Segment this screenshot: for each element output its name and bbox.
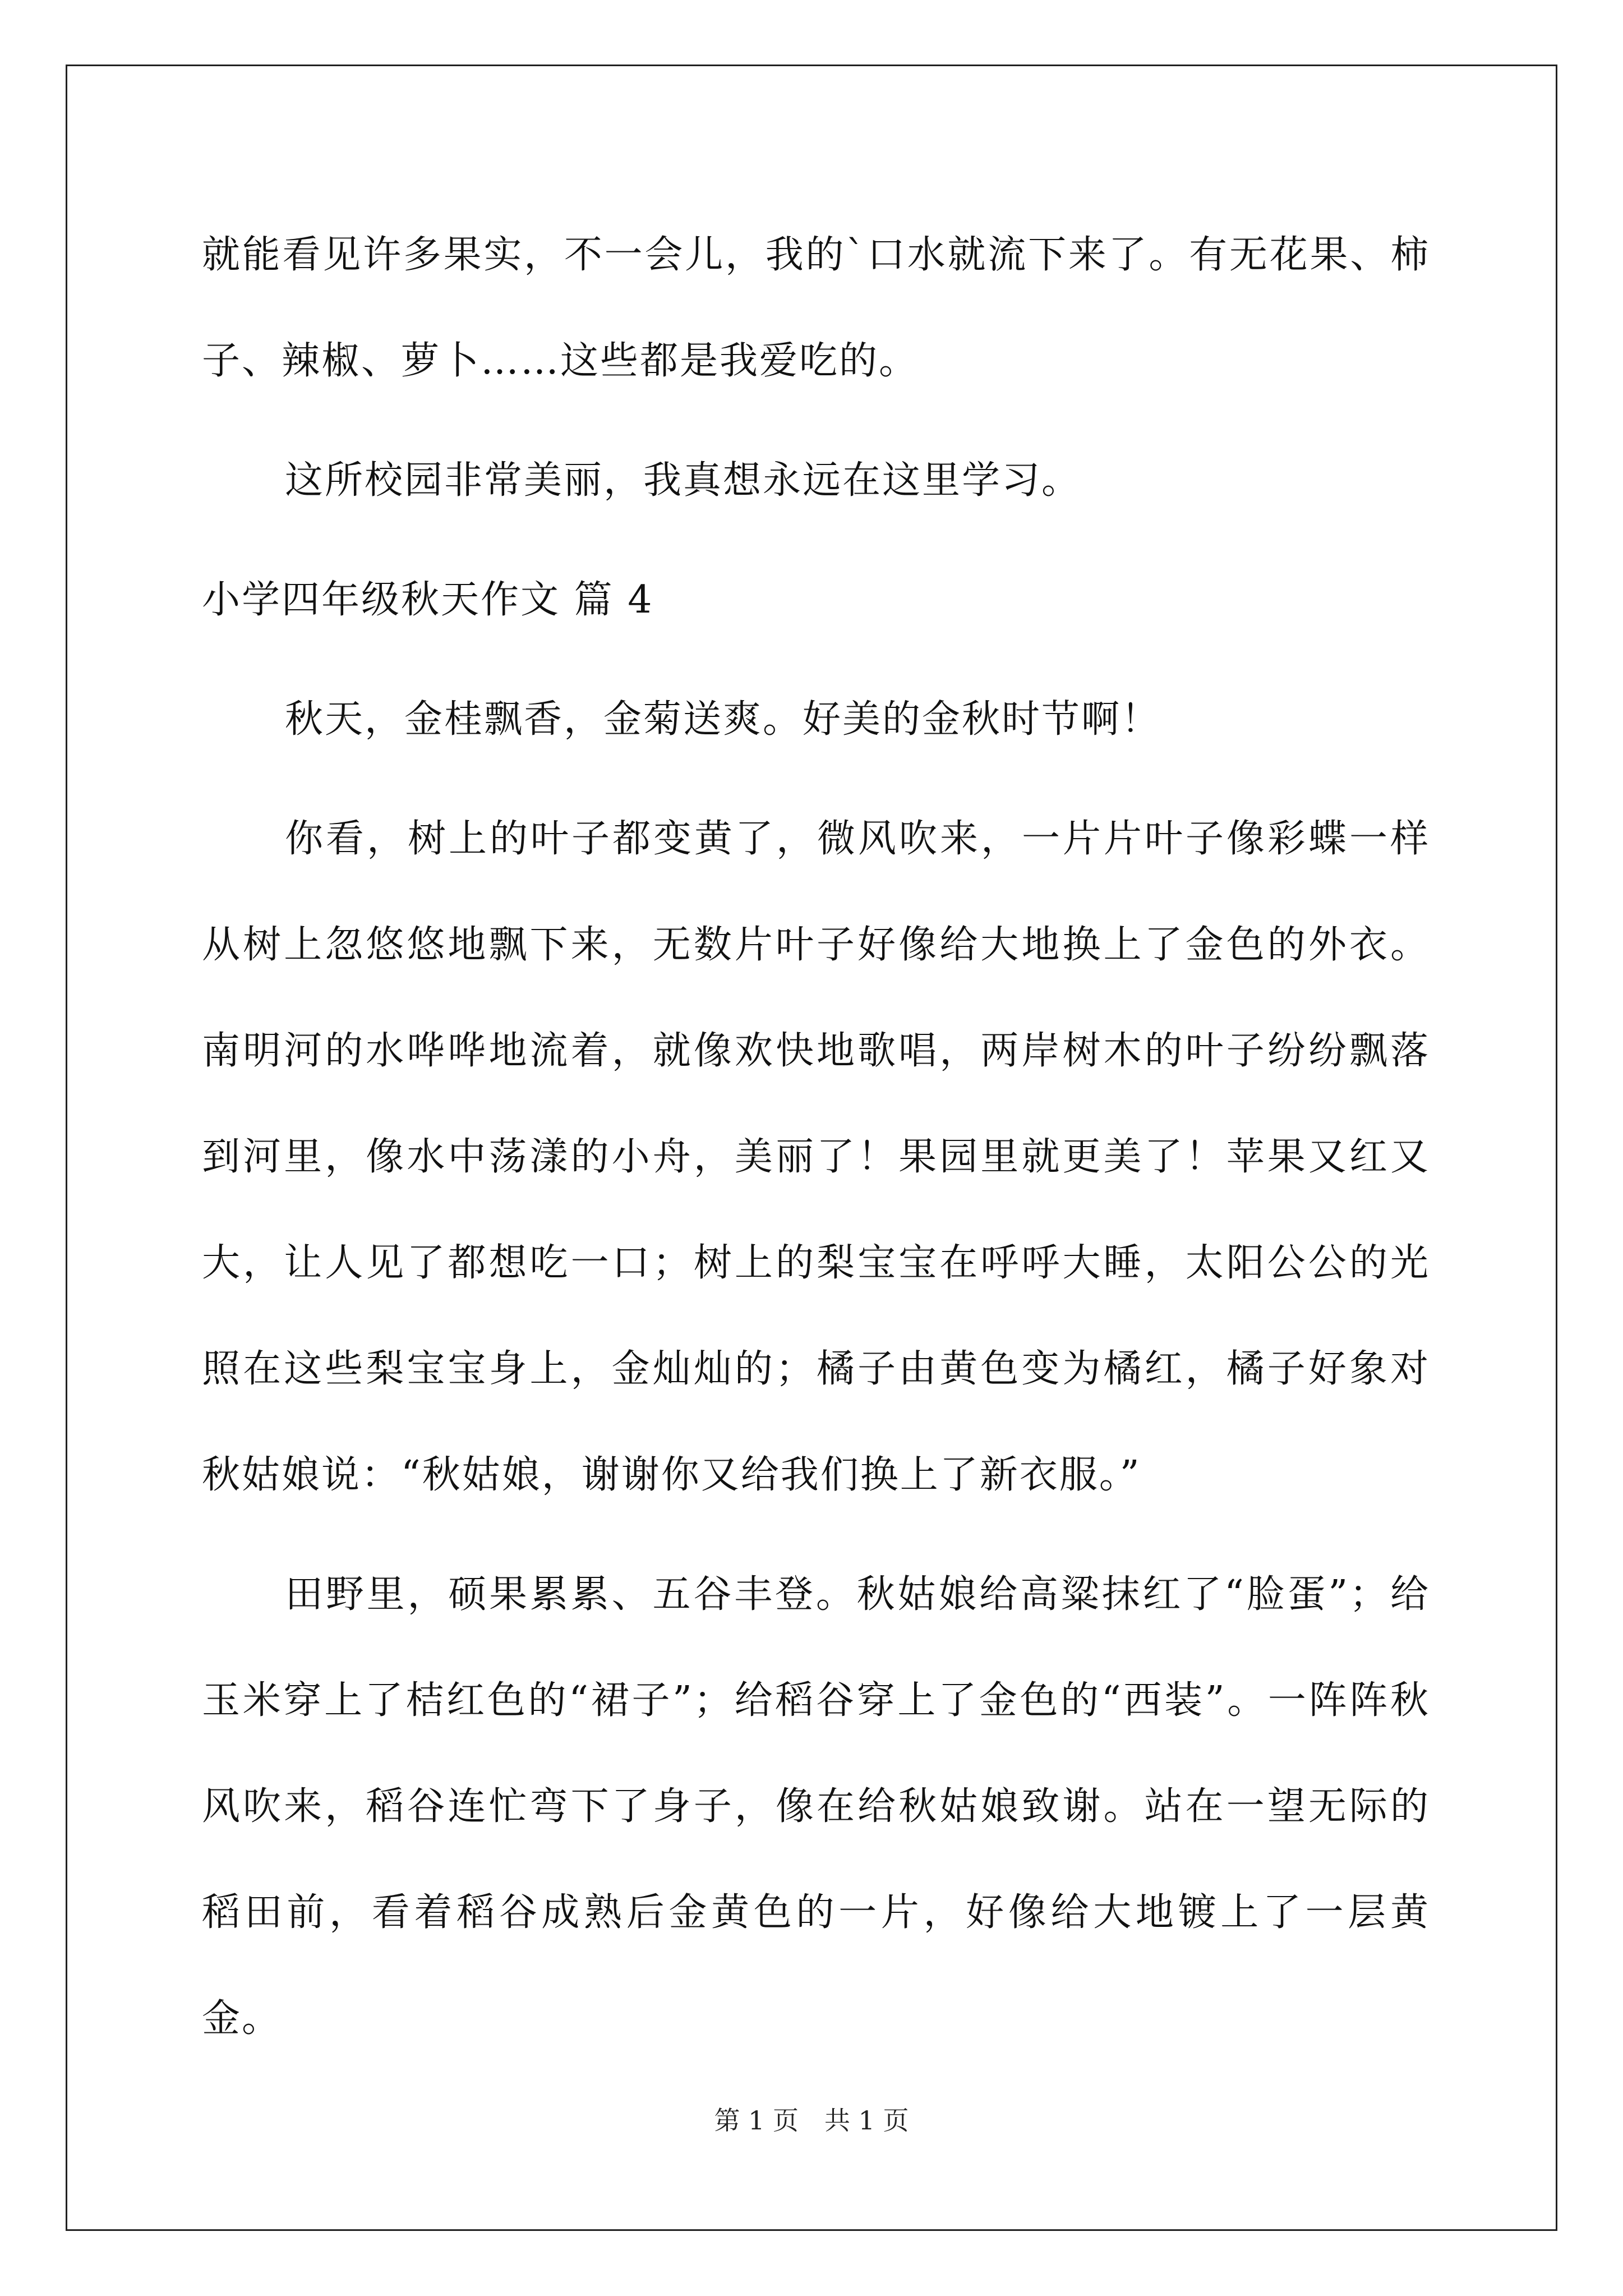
paragraph-continuation: 就能看见许多果实，不一会儿，我的`口水就流下来了。有无花果、柿子、辣椒、萝卜……这些都是我爱吃的。 <box>202 233 1430 383</box>
paragraph-leaves-river-orchard: 你看，树上的叶子都变黄了，微风吹来，一片片叶子像彩蝶一样从树上忽悠悠地飘下来，无数片叶子好像给大地换上了金色的外衣。南明河的水哗哗地流着，就像欢快地歌唱，两岸树木的叶子纷纷飘落到河里，像水中荡漾的小舟，美丽了！果园里就更美了！苹果又红又大，让人见了都想吃一口；树上的梨宝宝在呼呼大睡，太阳公公的光照在这些梨宝宝身上，金灿灿的；橘子由黄色变为橘红，橘子好象对秋姑娘说：“秋姑娘，谢谢你又给我们换上了新衣服。” <box>202 817 1430 1497</box>
paragraph-school-closing: 这所校园非常美丽，我真想永远在这里学习。 <box>285 458 1082 503</box>
page-number-footer: 第 1 页 共 1 页 <box>714 2105 909 2136</box>
document-body <box>202 202 1430 2085</box>
paragraph-autumn-intro: 秋天，金桂飘香，金菊送爽。好美的金秋时节啊！ <box>285 697 1161 742</box>
section-heading: 小学四年级秋天作文 篇 4 <box>202 578 654 622</box>
paragraph-fields: 田野里，硕果累累、五谷丰登。秋姑娘给高粱抹红了“脸蛋”；给玉米穿上了桔红色的“裙子”；给稻谷穿上了金色的“西装”。一阵阵秋风吹来，稻谷连忙弯下了身子，像在给秋姑娘致谢。站在一望无际的稻田前，看着稻谷成熟后金黄色的一片，好像给大地镀上了一层黄金。 <box>202 1572 1430 2041</box>
